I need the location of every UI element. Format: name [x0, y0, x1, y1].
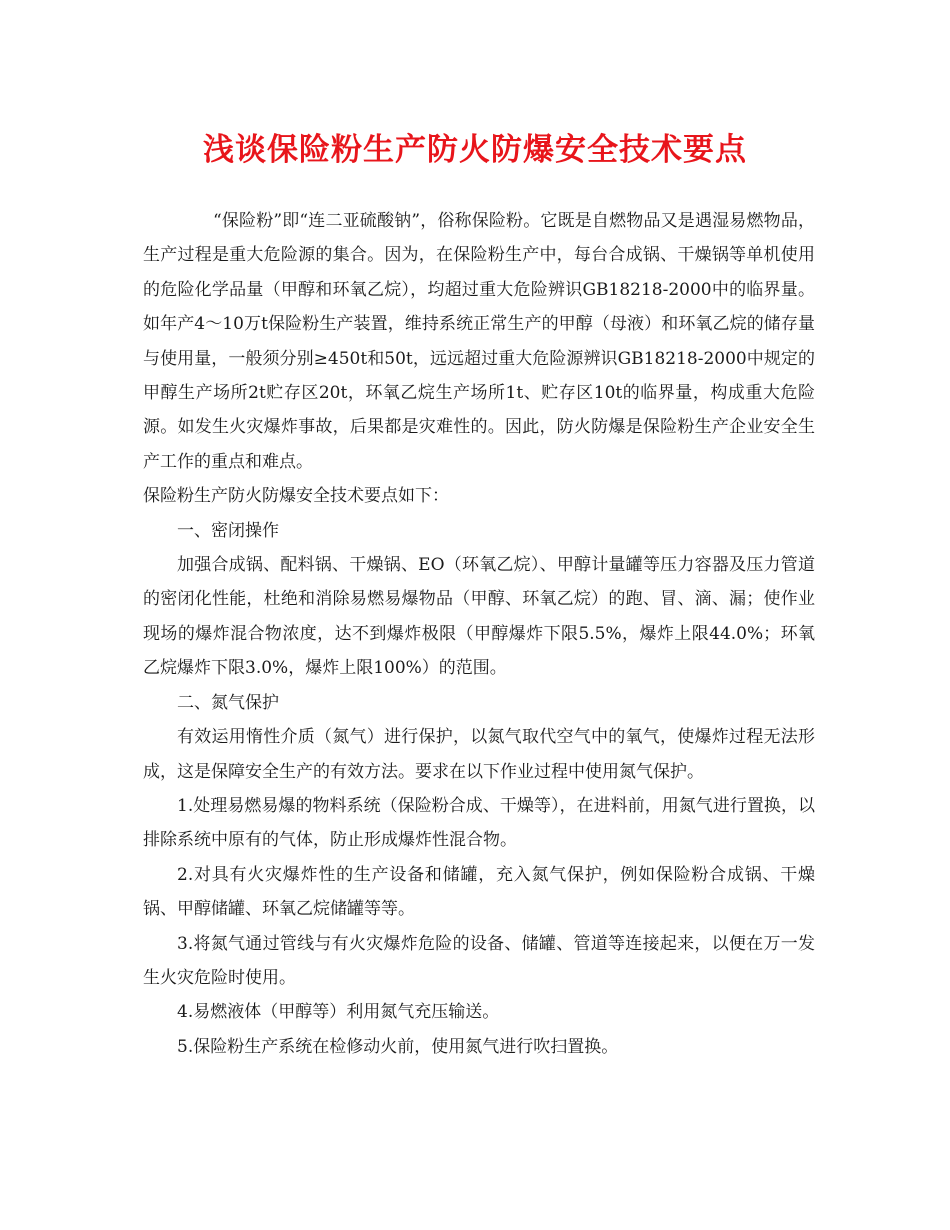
section-heading-sealed-operation: 一、密闭操作	[177, 520, 279, 541]
intro-paragraph: “保险粉”即“连二亚硫酸钠”，俗称保险粉。它既是自燃物品又是遇湿易燃物品，生产过程是重大危险源的集合。因为，在保险粉生产中，每台合成锅、干燥锅等单机使用的危险化学品量（甲醇和环氧乙烷），均超过重大危险辨识GB18218-2000中的临界量。如年产4～10万t保险粉生产装置，维持系统正常生产的甲醇（母液）和环氧乙烷的储存量与使用量，一般须分别≥450t和50t，远远超过重大危险源辨识GB18218-2000中规定的甲醇生产场所2t贮存区20t，环氧乙烷生产场所1t、贮存区10t的临界量，构成重大危险源。如发生火灾爆炸事故，后果都是灾难性的。因此，防火防爆是保险粉生产企业安全生产工作的重点和难点。	[143, 211, 815, 472]
document-title: 浅谈保险粉生产防火防爆安全技术要点	[203, 132, 747, 168]
list-item-1: 1.处理易燃易爆的物料系统（保险粉合成、干燥等），在进料前，用氮气进行置换，以排除系统中原有的气体，防止形成爆炸性混合物。	[143, 795, 815, 851]
section-heading-nitrogen-protection: 二、氮气保护	[177, 692, 279, 713]
sealed-operation-paragraph: 加强合成锅、配料锅、干燥锅、EO（环氧乙烷）、甲醇计量罐等压力容器及压力管道的密闭化性能，杜绝和消除易燃易爆物品（甲醇、环氧乙烷）的跑、冒、滴、漏；使作业现场的爆炸混合物浓度，达不到爆炸极限（甲醇爆炸下限5.5%，爆炸上限44.0%；环氧乙烷爆炸下限3.0%，爆炸上限100%）的范围。	[143, 555, 815, 679]
list-item-4: 4.易燃液体（甲醇等）利用氮气充压输送。	[177, 1002, 500, 1023]
list-item-5: 5.保险粉生产系统在检修动火前，使用氮气进行吹扫置换。	[177, 1036, 619, 1057]
list-item-2: 2.对具有火灾爆炸性的生产设备和储罐，充入氮气保护，例如保险粉合成锅、干燥锅、甲醇储罐、环氧乙烷储罐等等。	[143, 864, 815, 920]
nitrogen-protection-paragraph: 有效运用惰性介质（氮气）进行保护，以氮气取代空气中的氧气，使爆炸过程无法形成，这是保障安全生产的有效方法。要求在以下作业过程中使用氮气保护。	[143, 727, 815, 782]
list-item-3: 3.将氮气通过管线与有火灾爆炸危险的设备、储罐、管道等连接起来，以便在万一发生火灾危险时使用。	[143, 933, 815, 988]
document-body	[143, 204, 815, 1064]
summary-line: 保险粉生产防火防爆安全技术要点如下：	[143, 486, 449, 507]
